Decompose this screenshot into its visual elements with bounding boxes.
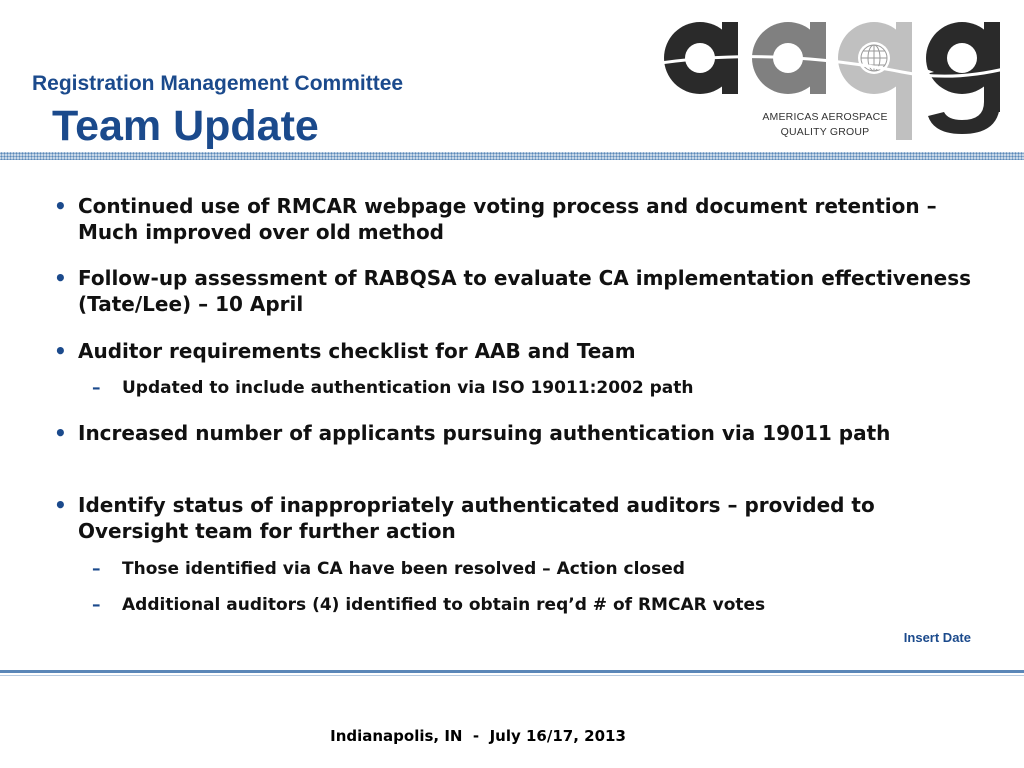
sub-bullet-item bbox=[92, 377, 982, 399]
logo-tagline bbox=[740, 110, 910, 140]
logo-tagline-line2: QUALITY GROUP bbox=[780, 126, 870, 138]
sub-bullet-item bbox=[92, 594, 982, 616]
bullet-item bbox=[54, 420, 978, 446]
bullet-marker: • bbox=[54, 421, 67, 445]
slide-subtitle: Registration Management Committee bbox=[32, 72, 404, 95]
footer-divider bbox=[0, 670, 1024, 673]
sub-bullet-marker: – bbox=[92, 559, 101, 579]
sub-bullet-marker: – bbox=[92, 378, 101, 398]
footer-location-date: Indianapolis, IN - July 16/17, 2013 bbox=[330, 727, 626, 745]
logo-letter-g bbox=[926, 22, 1000, 134]
bullet-text: Follow-up assessment of RABQSA to evaluate CA implementation effectiveness (Tate/Lee) – 10 April bbox=[78, 266, 972, 316]
bullet-item bbox=[54, 492, 978, 544]
bullet-item bbox=[54, 193, 978, 245]
bullet-marker: • bbox=[54, 339, 67, 363]
bullet-marker: • bbox=[54, 493, 67, 517]
bullet-item bbox=[54, 338, 978, 364]
slide-title: Team Update bbox=[52, 102, 319, 150]
bullet-text: Identify status of inappropriately authenticated auditors – provided to Oversight team for further action bbox=[78, 493, 875, 543]
logo-tagline-line1: AMERICAS AEROSPACE bbox=[762, 111, 888, 123]
bullet-marker: • bbox=[54, 194, 67, 218]
bullet-text: Increased number of applicants pursuing authentication via 19011 path bbox=[78, 421, 891, 445]
sub-bullet-text: Those identified via CA have been resolved – Action closed bbox=[122, 559, 685, 579]
insert-date-placeholder: Insert Date bbox=[903, 630, 971, 645]
sub-bullet-marker: – bbox=[92, 595, 101, 615]
bullet-item bbox=[54, 265, 978, 317]
header-divider bbox=[0, 152, 1024, 160]
aaqg-logo bbox=[652, 6, 1014, 140]
sub-bullet-text: Updated to include authentication via ISO 19011:2002 path bbox=[122, 378, 694, 398]
bullet-text: Auditor requirements checklist for AAB and Team bbox=[78, 339, 636, 363]
sub-bullet-text: Additional auditors (4) identified to obtain req’d # of RMCAR votes bbox=[122, 595, 766, 615]
bullet-text: Continued use of RMCAR webpage voting process and document retention – Much improved over old method bbox=[78, 194, 937, 244]
bullet-marker: • bbox=[54, 266, 67, 290]
footer-divider-thin bbox=[0, 675, 1024, 676]
sub-bullet-item bbox=[92, 558, 982, 580]
